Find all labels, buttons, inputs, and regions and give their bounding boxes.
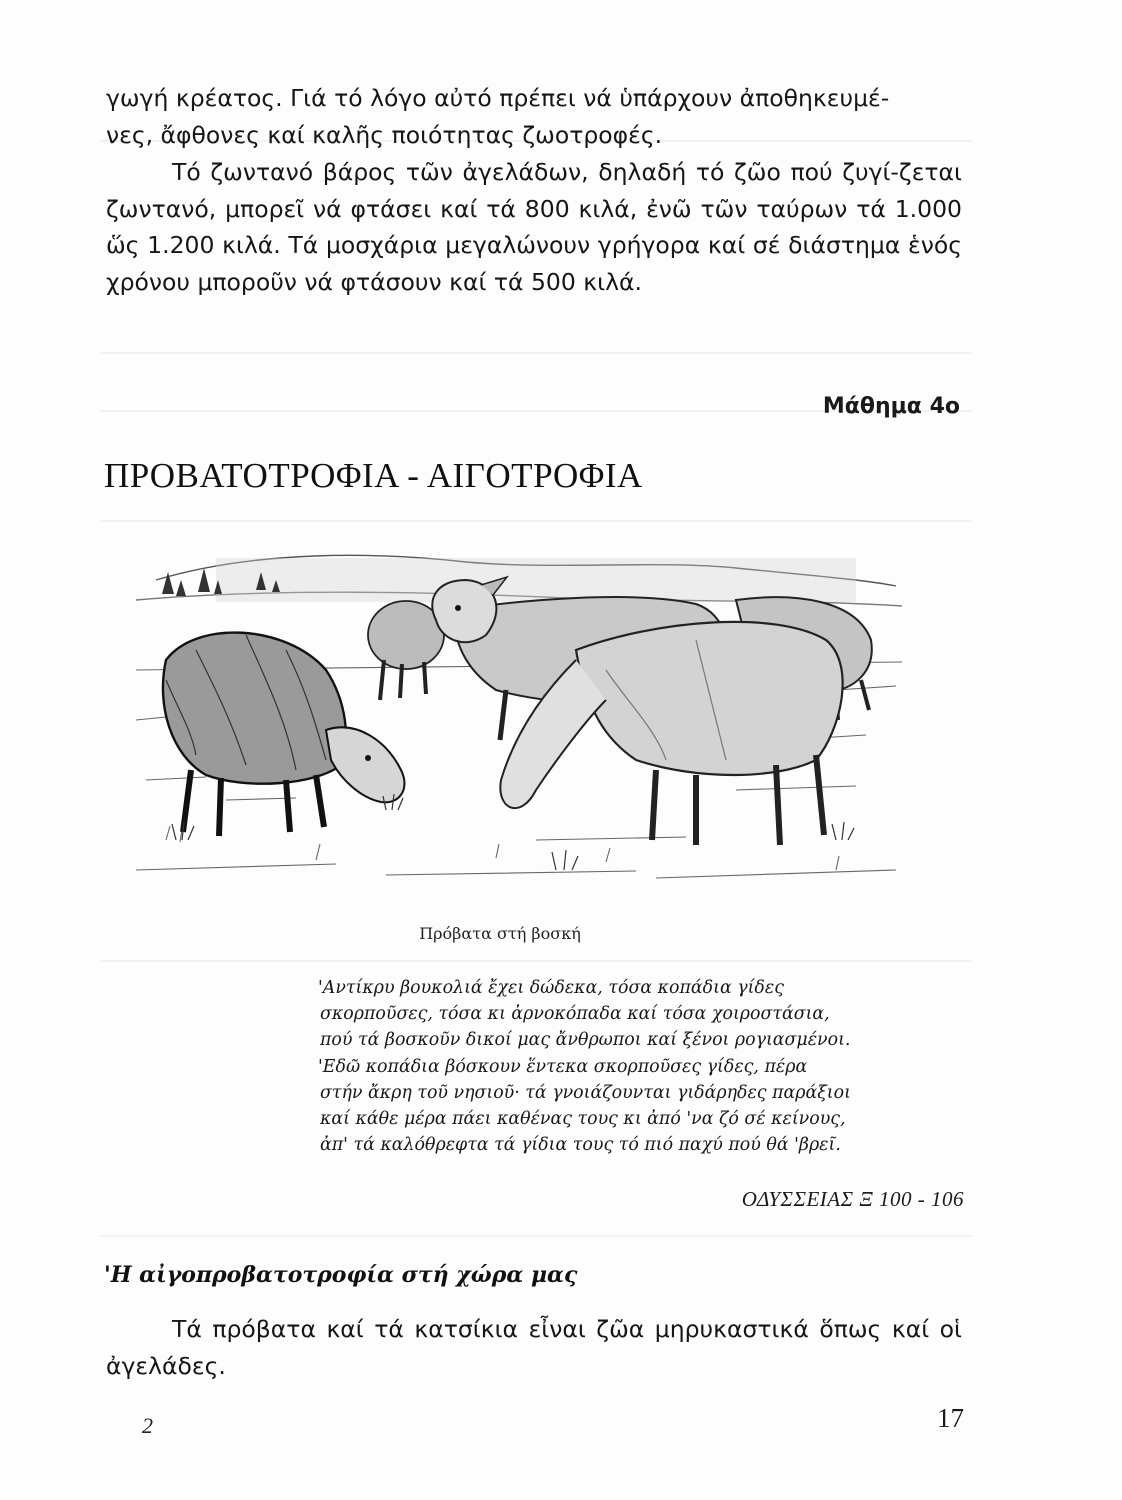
page-number: 17	[937, 1403, 964, 1433]
lesson-number: Μάθημα 4ο	[822, 394, 960, 419]
poem-line: ἀπ' τά καλόθρεφτα τά γίδια τους τό πιό παχύ πού θά 'βρεῖ.	[320, 1135, 841, 1156]
show-through-line	[100, 520, 972, 522]
grazing-sheep-illustration	[136, 540, 902, 900]
continued-paragraph	[106, 80, 962, 153]
sheep-foreground-left	[163, 633, 405, 836]
poem-line: πού τά βοσκοῦν δικοί μας ἄνθρωποι καί ξένοι ρογιασμένοι.	[320, 1030, 851, 1051]
poem-line: στήν ἄκρη τοῦ νησιοῦ· τά γνοιάζουνται γιδάρηδες παράξιοι	[320, 1082, 851, 1103]
poem-line: καί κάθε μέρα πάει καθένας τους κι ἀπό 'να ζό σέ κείνους,	[320, 1109, 846, 1130]
illustration-caption: Πρόβατα στή βοσκή	[419, 924, 581, 943]
continued-paragraph-line-1: γωγή κρέατος. Γιά τό λόγο αὐτό πρέπει νά ὑπάρχουν ἀποθηκευμέ-	[106, 84, 890, 112]
poem-line: σκορποῦσες, τόσα κι ἀρνοκόπαδα καί τόσα χοιροστάσια,	[320, 1004, 830, 1025]
show-through-line	[100, 960, 972, 962]
poem-line: 'Εδῶ κοπάδια βόσκουν ἕντεκα σκορποῦσες γίδες, πέρα	[318, 1056, 808, 1077]
poem-source-citation: ΟΔΥΣΣΕΙΑΣ Ξ 100 - 106	[741, 1187, 964, 1211]
show-through-line	[100, 352, 972, 354]
poem-quotation	[318, 975, 968, 1158]
sheep-far-left	[368, 601, 444, 700]
poem-line: 'Αντίκρυ βουκολιά ἔχει δώδεκα, τόσα κοπάδια γίδες	[318, 978, 784, 998]
show-through-line	[100, 1235, 972, 1237]
distant-hill-shading	[216, 558, 856, 602]
section-heading: 'Η αἰγοπροβατοτροφία στή χώρα μας	[104, 1262, 578, 1288]
chapter-title: ΠΡΟΒΑΤΟΤΡΟΦΙΑ - ΑΙΓΟΤΡΟΦΙΑ	[104, 456, 643, 495]
signature-mark: 2	[142, 1413, 153, 1438]
continued-paragraph-line-2: νες, ἄφθονες καί καλῆς ποιότητας ζωοτροφές.	[106, 120, 663, 149]
live-weight-paragraph: Τό ζωντανό βάρος τῶν ἀγελάδων, δηλαδή τό ζῶο πού ζυγί-ζεται ζωντανό, μπορεῖ νά φτάσει καί τά 800 κιλά, ἐνῶ τῶν ταύρων τά 1.000 ὥς 1.200 κιλά. Τά μοσχάρια μεγαλώνουν γρήγορα καί σέ διάστημα ἑνός χρόνου μποροῦν νά φτάσουν καί τά 500 κιλά.	[106, 158, 962, 296]
closing-paragraph: Τά πρόβατα καί τά κατσίκια εἶναι ζῶα μηρυκαστικά ὅπως καί οἱ ἀγελάδες.	[106, 1315, 962, 1380]
